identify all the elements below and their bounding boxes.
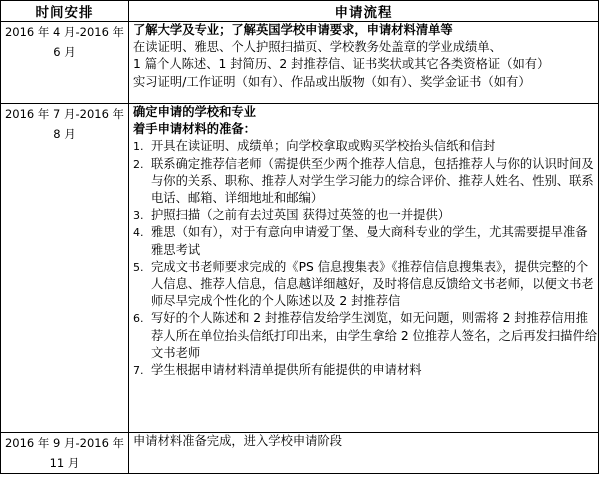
list-item [133,207,598,224]
process-cell [129,104,599,433]
step-number: 6. [133,312,144,326]
time-cell: 2016 年 7 月-2016 年 8 月 [1,104,129,433]
header-time: 时间安排 [1,1,129,22]
step-text: 学生根据申请材料清单提供所有能提供的申请材料 [151,363,422,378]
process-cell [129,433,599,474]
step-text: 联系确定推荐信老师（需提供至少两个推荐人信息，包括推荐人与你的认识时间及与你的关系、职称、推荐人对学生学习能力的综合评价、推荐人姓名、性别、联系电话、邮箱、详细地址和邮编） [151,156,594,206]
material-line: 1 篇个人陈述、1 封简历、2 封推荐信、证书奖状或其它各类资格证（如有） [133,57,550,72]
step-number: 4. [133,226,144,240]
step-text: 完成文书老师要求完成的《PS 信息搜集表》《推荐信信息搜集表》，提供完整的个人信息、推荐人信息，信息越详细越好，及时将信息反馈给文书老师，以便文书老师尽早完成个性化的个人陈述以及 2 封推荐信 [151,259,594,309]
list-item [133,156,598,208]
time-cell: 2016 年 4 月-2016 年 6 月 [1,22,129,104]
step-text: 开具在读证明、成绩单；向学校拿取或购买学校抬头信纸和信封 [151,139,496,154]
row-text: 申请材料准备完成，进入学校申请阶段 [133,434,343,448]
header-process: 申请流程 [129,1,599,22]
row-title: 确定申请的学校和专业 [133,105,256,119]
row-subtitle: 着手申请材料的准备： [133,122,256,137]
material-line: 在读证明、雅思、个人护照扫描页、学校教务处盖章的学业成绩单、 [133,40,502,55]
time-cell: 2016 年 9 月-2016 年 11 月 [1,433,129,474]
list-item [133,362,598,379]
steps-list [129,138,598,379]
step-number: 7. [133,364,144,378]
step-number: 2. [133,157,144,171]
table-row [1,433,599,474]
list-item [133,310,598,362]
list-item [133,259,598,311]
list-item [133,138,598,155]
list-item [133,224,598,258]
material-line: 实习证明/工作证明（如有）、作品或出版物（如有）、奖学金证书（如有） [133,74,531,89]
step-text: 护照扫描（之前有去过英国 获得过英签的也一并提供） [151,208,451,223]
table-row [1,22,599,104]
step-text: 写好的个人陈述和 2 封推荐信发给学生浏览，如无问题，则需将 2 封推荐信用推荐人所在单位抬头信纸打印出来，由学生拿给 2 位推荐人签名，之后再发扫描件给文书老师 [151,311,598,360]
row-title: 了解大学及专业；了解英国学校申请要求，申请材料清单等 [133,23,453,37]
header-row [1,1,599,22]
step-number: 5. [133,260,144,274]
step-number: 1. [133,140,144,154]
table-row [1,104,599,433]
step-text: 雅思（如有），对于有意向申请爱丁堡、曼大商科专业的学生，尤其需要提早准备雅思考试 [151,225,588,257]
step-number: 3. [133,209,144,223]
process-cell [129,22,599,104]
